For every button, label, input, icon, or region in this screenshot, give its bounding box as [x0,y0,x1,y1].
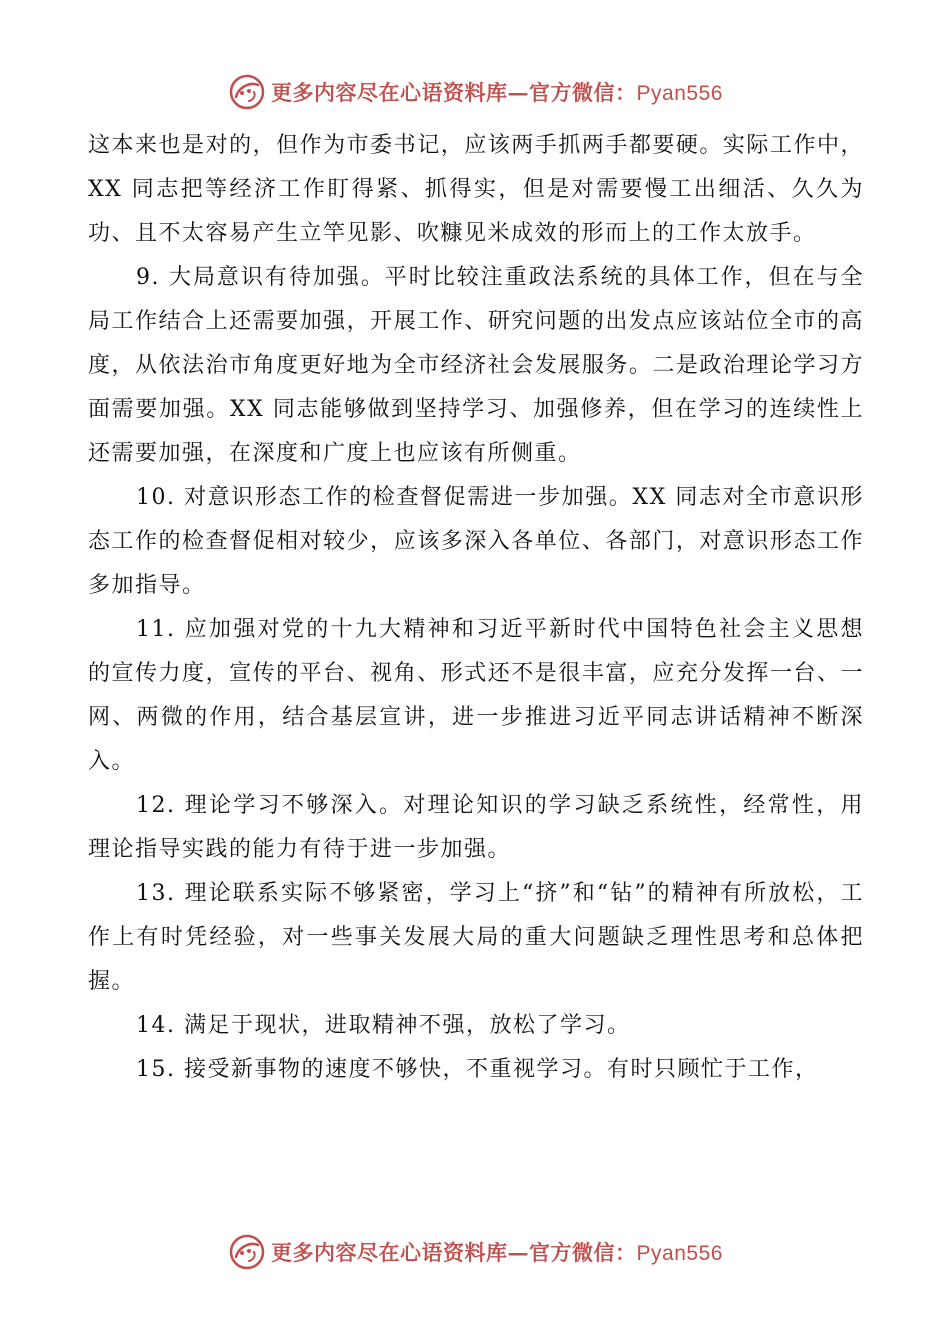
paragraph-item-15: 15. 接受新事物的速度不够快，不重视学习。有时只顾忙于工作， [136,1057,819,1082]
paragraph-item-12: 12. 理论学习不够深入。对理论知识的学习缺乏系统性，经常性，用理论指导实践的能力有待于进一步加强。 [88,793,864,862]
banner-text [271,77,723,107]
banner-main-text: 更多内容尽在心语资料库—官方微信： [271,80,637,105]
document-body [88,124,864,1092]
header-banner [0,72,950,112]
paragraph-item-14: 14. 满足于现状，进取精神不强，放松了学习。 [136,1013,631,1038]
wechat-id: Pyan556 [636,82,723,105]
paragraph-item-13: 13. 理论联系实际不够紧密，学习上“挤”和“钻”的精神有所放松，工作上有时凭经验，对一些事关发展大局的重大问题缺乏理性思考和总体把握。 [88,881,864,994]
banner-text [271,1237,723,1267]
banner-main-text: 更多内容尽在心语资料库—官方微信： [271,1240,637,1265]
logo-icon [227,1232,267,1272]
logo-icon [227,72,267,112]
paragraph-item-11: 11. 应加强对党的十九大精神和习近平新时代中国特色社会主义思想的宣传力度，宣传的平台、视角、形式还不是很丰富，应充分发挥一台、一网、两微的作用，结合基层宣讲，进一步推进习近平同志讲话精神不断深入。 [88,617,864,774]
footer-banner [0,1232,950,1272]
paragraph-item-9: 9. 大局意识有待加强。平时比较注重政法系统的具体工作，但在与全局工作结合上还需要加强，开展工作、研究问题的出发点应该站位全市的高度，从依法治市角度更好地为全市经济社会发展服务。二是政治理论学习方面需要加强。XX 同志能够做到坚持学习、加强修养，但在学习的连续性上还需要加强，在深度和广度上也应该有所侧重。 [88,265,864,466]
paragraph-item-10: 10. 对意识形态工作的检查督促需进一步加强。XX 同志对全市意识形态工作的检查督促相对较少，应该多深入各单位、各部门，对意识形态工作多加指导。 [88,485,864,598]
wechat-id: Pyan556 [636,1242,723,1265]
paragraph-continuation: 这本来也是对的，但作为市委书记，应该两手抓两手都要硬。实际工作中，XX 同志把等经济工作盯得紧、抓得实，但是对需要慢工出细活、久久为功、且不太容易产生立竿见影、吹糠见米成效的形而上的工作太放手。 [88,133,864,246]
